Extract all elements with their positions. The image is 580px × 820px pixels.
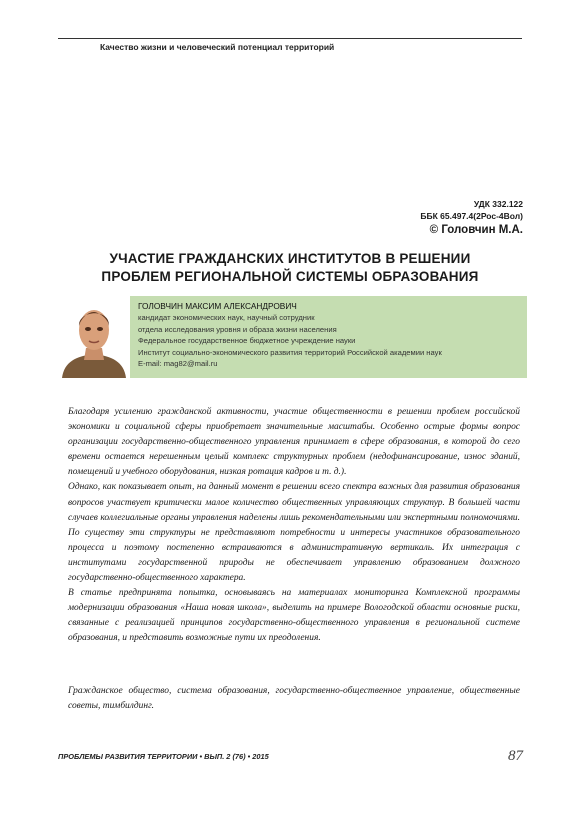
author-photo	[58, 296, 130, 378]
author-portrait-icon	[58, 296, 130, 378]
author-department: отдела исследования уровня и образа жизни населения	[138, 324, 337, 334]
abstract-paragraph-3: В статье предпринята попытка, основываясь на материалах мониторинга Комплексной программы модернизации образования «Наша новая школа», выделить на примере Вологодской области основные риски, связанные с реализацией принципов государственно-общественного управления в региональной системе образования, и представить возможные пути их преодоления.	[68, 588, 520, 644]
abstract-paragraph-1: Благодаря усилению гражданской активности, участие общественности в решении проблем российской экономики и социальной сферы приобретает значительные масштабы. Особенно острые формы вопрос организации государственно-общественного управления принимает в сфере образования, в которой до сего времени остается нерешенным целый комплекс структурных проблем (недофинансирование, износ зданий, помещений и учебного оборудования, низкая ротация кадров и т. д.).	[68, 407, 520, 478]
title-line-1: УЧАСТИЕ ГРАЖДАНСКИХ ИНСТИТУТОВ В РЕШЕНИИ	[109, 251, 471, 266]
header-rule	[58, 38, 522, 39]
copyright: © Головчин М.А.	[429, 224, 523, 236]
page-number: 87	[508, 748, 523, 764]
author-email: E-mail: mag82@mail.ru	[138, 359, 218, 369]
udk-code: УДК 332.122	[473, 199, 523, 209]
article-title	[58, 250, 522, 286]
abstract	[68, 405, 520, 647]
author-name: ГОЛОВЧИН МАКСИМ АЛЕКСАНДРОВИЧ	[138, 301, 297, 311]
bbk-code: ББК 65.497.4(2Рос-4Вол)	[420, 211, 523, 221]
title-line-2: ПРОБЛЕМ РЕГИОНАЛЬНОЙ СИСТЕМЫ ОБРАЗОВАНИЯ	[101, 269, 479, 284]
journal-footer: ПРОБЛЕМЫ РАЗВИТИЯ ТЕРРИТОРИИ • ВЫП. 2 (76) • 2015	[58, 752, 269, 761]
abstract-paragraph-2: Однако, как показывает опыт, на данный момент в решении всего спектра важных для развития образования вопросов участвует критически малое количество общественных управляющих структур. В большей части случаев коллегиальные органы управления наделены лишь рекомендательными или экспертными полномочиями. По существу эти структуры не представляют потребности и интересы участников образовательного процесса и поэтому постепенно встраиваются в административную вертикаль. Их интеграция с институтами государственной природы не обеспечивает управлению образованием должного государственно-общественного характера.	[68, 482, 520, 584]
section-title: Качество жизни и человеческий потенциал территорий	[100, 42, 335, 52]
author-degree: кандидат экономических наук, научный сотрудник	[138, 313, 315, 323]
author-institution: Институт социально-экономического развития территорий Российской академии наук	[138, 347, 442, 357]
keywords: Гражданское общество, система образования, государственно-общественное управление, общественные советы, тимбилдинг.	[68, 686, 520, 712]
author-details	[138, 301, 442, 369]
article-meta	[420, 198, 523, 238]
author-institution-type: Федеральное государственное бюджетное учреждение науки	[138, 336, 356, 346]
